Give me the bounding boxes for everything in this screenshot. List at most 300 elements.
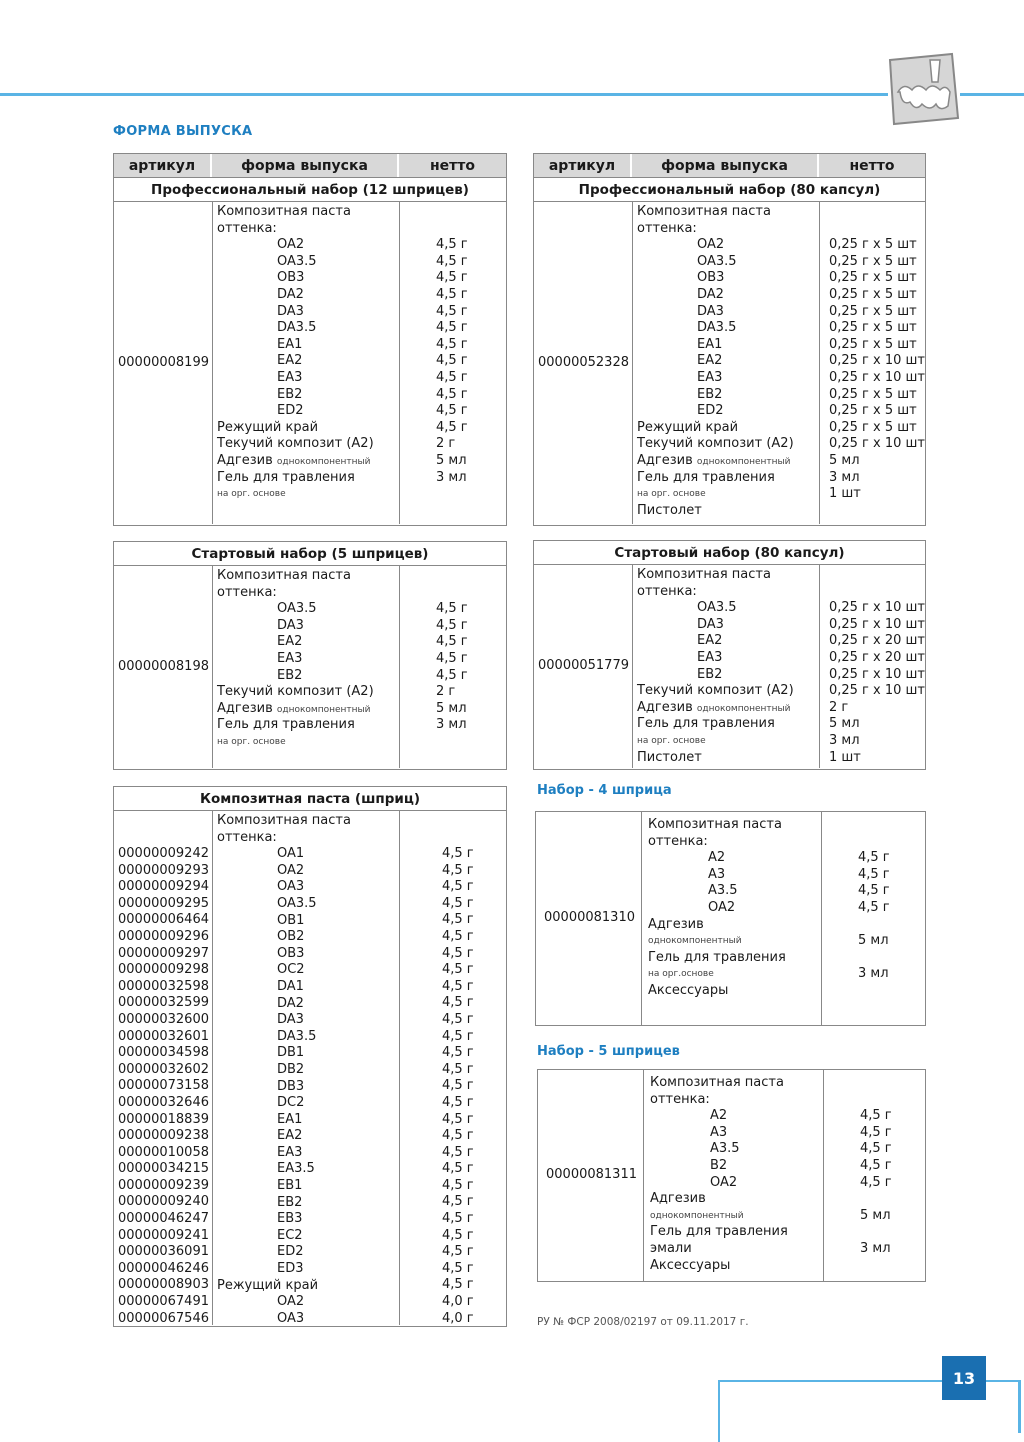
article-value: 00000032602 <box>118 1061 209 1077</box>
adhesive-note: однокомпонентный <box>276 704 371 715</box>
net-value: 0,25 г х 5 шт <box>828 419 917 435</box>
shade-item: EB3 <box>277 1211 303 1227</box>
gel-label: Гель для травления <box>648 949 786 965</box>
header-net: нетто <box>429 157 475 174</box>
flow-label: Текучий композит (А2) <box>217 436 374 452</box>
adhesive-note: однокомпонентный <box>276 456 371 467</box>
shade-item: DB2 <box>277 1061 305 1077</box>
article-value: 00000010058 <box>118 1144 209 1160</box>
shade-item: DA2 <box>277 995 304 1011</box>
adhesive-text: Адгезив <box>637 699 693 715</box>
shade-item: OA3 <box>277 1310 305 1326</box>
shade-item: OB1 <box>277 912 305 928</box>
net-value: 4,5 г <box>436 237 468 253</box>
spacer <box>858 834 925 851</box>
form-cell <box>633 565 820 768</box>
shade-item: OA2 <box>697 237 725 253</box>
net-value: 0,25 г х 5 шт <box>828 403 917 419</box>
form-cell <box>633 202 820 524</box>
net-value: 0,25 г х 10 шт <box>828 436 925 452</box>
net-value: 5 мл <box>828 452 860 468</box>
article-value: 00000009242 <box>118 846 209 861</box>
shades-list <box>217 237 399 420</box>
article-cell: 00000081310 <box>536 812 642 1025</box>
net-list <box>400 811 506 1325</box>
net-cell <box>820 565 925 768</box>
net-cell <box>820 202 925 524</box>
shade-item: EA3.5 <box>277 1161 315 1177</box>
composite-label: Композитная паста <box>217 568 351 583</box>
shades-label: оттенка: <box>650 1091 710 1107</box>
net-value: 0,25 г х 10 шт <box>828 369 925 385</box>
spacer <box>860 1092 925 1109</box>
adhesive-note: однокомпонентный <box>650 1210 744 1221</box>
net-value: 0,25 г х 20 шт <box>828 649 925 665</box>
net-value: 4,5 г <box>436 667 468 683</box>
shade-item: DA2 <box>277 286 304 302</box>
form-cell <box>644 1070 824 1281</box>
shade-item: DC2 <box>277 1095 305 1111</box>
net-value: 4,5 г <box>442 1244 474 1260</box>
net-value: 0,25 г х 5 шт <box>828 253 917 269</box>
net-value: 4,5 г <box>860 1174 892 1190</box>
net-value: 4,5 г <box>442 879 474 895</box>
net-value: 0,25 г х 10 шт <box>828 353 925 369</box>
net-value: 4,5 г <box>858 883 890 899</box>
table-header <box>534 154 925 178</box>
table-kit-4-syringes <box>535 811 926 1026</box>
flow-label: Текучий композит (А2) <box>217 684 374 700</box>
net-value: 4,5 г <box>442 995 474 1011</box>
net-value: 4,5 г <box>436 303 468 319</box>
net-list <box>822 812 925 1025</box>
net-value: 2 г <box>436 436 456 452</box>
shades-list <box>217 601 399 684</box>
net-value: 4,5 г <box>442 1061 474 1077</box>
spacer <box>860 1191 925 1208</box>
net-value: 4,5 г <box>442 945 474 961</box>
shade-item: A3.5 <box>708 883 738 899</box>
shade-item: DA3.5 <box>697 320 737 336</box>
composite-label: Композитная паста <box>650 1075 784 1090</box>
net-value: 0,25 г х 5 шт <box>828 336 917 352</box>
page-number: 13 <box>942 1356 986 1400</box>
adhesive-note: однокомпонентный <box>696 456 791 467</box>
shade-item: OA3 <box>277 879 305 895</box>
net-value: 3 мл <box>858 966 889 982</box>
net-value: 4,5 г <box>442 1011 474 1027</box>
net-value: 4,5 г <box>860 1157 892 1173</box>
net-value: 3 мл <box>828 732 860 748</box>
article-cell: 00000052328 <box>534 202 633 524</box>
incisal-label: Режущий край <box>637 419 739 435</box>
net-value: 4,5 г <box>860 1108 892 1124</box>
net-value: 4,5 г <box>442 1277 474 1293</box>
shades-list <box>648 850 821 916</box>
shade-item: EA2 <box>277 1128 303 1144</box>
article-value: 00000032600 <box>118 1011 209 1027</box>
net-value: 3 мл <box>828 469 860 485</box>
net-value: 4,5 г <box>858 850 890 866</box>
net-value: 3 мл <box>860 1240 891 1256</box>
net-value: 4,5 г <box>442 1144 474 1160</box>
article-cell: 00000008198 <box>114 566 213 768</box>
shade-item: EB2 <box>277 386 303 402</box>
net-value: 1 шт <box>828 486 861 502</box>
net-value: 4,5 г <box>442 962 474 978</box>
shades-label: оттенка: <box>217 584 277 600</box>
net-value: 5 мл <box>436 700 467 716</box>
net-list <box>824 1070 925 1281</box>
article-value: 00000032599 <box>118 995 209 1011</box>
net-cell <box>400 566 506 768</box>
net-value: 4,5 г <box>858 899 890 915</box>
shade-item: ED2 <box>277 403 304 419</box>
shade-item: EA3 <box>277 1144 303 1160</box>
header-article: артикул <box>534 154 632 177</box>
gel-note: на орг. основе <box>217 489 286 500</box>
article-value: 00000046247 <box>118 1211 209 1227</box>
shade-item: EA2 <box>277 634 303 650</box>
header-form: форма выпуска <box>632 154 819 177</box>
article-value: 00000067491 <box>118 1294 209 1310</box>
net-value: 4,5 г <box>436 403 468 419</box>
net-value: 0,25 г х 10 шт <box>828 616 925 632</box>
shades-label: оттенка: <box>637 583 697 599</box>
article-value: 00000009294 <box>118 879 209 895</box>
net-value: 4,5 г <box>442 1194 474 1210</box>
article-value: 00000009298 <box>118 962 209 978</box>
article-value: 00000009297 <box>118 945 209 961</box>
shade-item: B2 <box>710 1157 728 1173</box>
net-value: 4,5 г <box>860 1141 892 1157</box>
article-cell: 00000081311 <box>538 1070 644 1281</box>
article-value: 00000046246 <box>118 1260 209 1276</box>
net-value: 4,5 г <box>442 862 474 878</box>
table-starter-syringes <box>113 541 507 770</box>
top-rule-right <box>960 93 1024 96</box>
article-value: 00000009295 <box>118 895 209 911</box>
net-value: 2 г <box>436 684 456 700</box>
net-value: 4,5 г <box>442 1128 474 1144</box>
composite-label: Композитная паста <box>637 567 771 582</box>
shade-item: DA2 <box>697 286 724 302</box>
shade-item: EA1 <box>277 1111 303 1127</box>
shade-item: OA2 <box>277 862 305 878</box>
net-value: 0,25 г х 10 шт <box>828 600 925 616</box>
net-value: 4,0 г <box>442 1294 474 1310</box>
spacer <box>860 1075 925 1092</box>
incisal-label: Режущий край <box>217 419 319 435</box>
shade-item: DA3 <box>277 1012 304 1028</box>
shade-item: A3 <box>708 866 726 882</box>
net-value: 0,25 г х 10 шт <box>828 666 925 682</box>
shade-item: Режущий край <box>217 1277 319 1293</box>
shades-list <box>650 1108 823 1191</box>
shade-item: ED3 <box>277 1261 304 1277</box>
adhesive-note: однокомпонентный <box>648 936 742 947</box>
gel-note: на орг.основе <box>648 969 714 980</box>
net-value: 4,5 г <box>442 1211 474 1227</box>
shade-item: DA3.5 <box>277 1028 317 1044</box>
spacer <box>860 1224 925 1241</box>
net-value: 4,5 г <box>442 978 474 994</box>
adhesive-label <box>637 700 819 717</box>
gel-note: на орг. основе <box>217 736 286 747</box>
gel-note: на орг. основе <box>637 489 706 500</box>
net-value: 0,25 г х 5 шт <box>828 386 917 402</box>
shade-item: DA3 <box>697 616 724 632</box>
shade-item: EA3 <box>697 369 723 385</box>
shade-item: EA3 <box>697 649 723 665</box>
shade-item: DA3.5 <box>277 320 317 336</box>
composite-label: Композитная паста <box>648 817 782 832</box>
table-professional-capsules <box>533 153 926 526</box>
net-value: 1 шт <box>828 749 861 765</box>
net-value: 4,5 г <box>860 1124 892 1140</box>
shade-item: OA2 <box>708 899 736 915</box>
net-value: 4,5 г <box>442 1111 474 1127</box>
shade-item: OA3.5 <box>697 253 737 269</box>
adhesive-text: Адгезив <box>217 452 273 468</box>
net-value: 0,25 г х 5 шт <box>828 270 917 286</box>
accessories-label: Аксессуары <box>650 1257 731 1273</box>
shade-item: ED2 <box>697 403 724 419</box>
net-value: 4,5 г <box>442 1227 474 1243</box>
net-value: 0,25 г х 5 шт <box>828 237 917 253</box>
adhesive-label: Адгезив <box>648 916 704 932</box>
kit-5-title: Набор - 5 шприцев <box>537 1044 680 1059</box>
net-value: 4,5 г <box>442 1028 474 1044</box>
gel-label: Гель для травления <box>217 717 355 733</box>
table-title: Стартовый набор (80 капсул) <box>534 541 925 565</box>
composite-label: Композитная паста <box>217 813 351 828</box>
shade-item: EB2 <box>277 1194 303 1210</box>
shade-item: OA2 <box>710 1174 738 1190</box>
shade-item: OB3 <box>277 945 305 961</box>
shade-item: A2 <box>710 1108 728 1124</box>
shade-item: OB2 <box>277 929 305 945</box>
pistol-label: Пистолет <box>637 502 702 518</box>
shade-item: OC2 <box>277 962 305 978</box>
shade-item: DB1 <box>277 1045 305 1061</box>
section-title: ФОРМА ВЫПУСКА <box>113 124 253 139</box>
net-value: 4,5 г <box>858 866 890 882</box>
article-value: 00000008903 <box>118 1277 209 1293</box>
article-value: 00000009241 <box>118 1227 209 1243</box>
header-net: нетто <box>849 157 895 174</box>
net-value: 3 мл <box>436 717 467 733</box>
form-cell <box>642 812 822 1025</box>
flow-label: Текучий композит (А2) <box>637 436 794 452</box>
net-list <box>829 237 925 503</box>
composite-label: Композитная паста <box>217 204 351 219</box>
spacer <box>858 950 925 967</box>
net-value: 4,5 г <box>436 253 468 269</box>
shade-item: DA3 <box>697 303 724 319</box>
net-value: 4,5 г <box>436 336 468 352</box>
article-value: 00000018839 <box>118 1111 209 1127</box>
net-value: 4,5 г <box>442 928 474 944</box>
net-value: 3 мл <box>436 469 467 485</box>
article-value: 00000073158 <box>118 1078 209 1094</box>
shade-item: A2 <box>708 850 726 866</box>
net-value: 4,5 г <box>442 1094 474 1110</box>
article-value: 00000009239 <box>118 1177 209 1193</box>
shade-item: A3.5 <box>710 1141 740 1157</box>
net-value: 4,5 г <box>436 634 468 650</box>
net-value: 4,5 г <box>436 320 468 336</box>
form-cell <box>213 202 400 524</box>
shade-item: EA1 <box>697 336 723 352</box>
spacer <box>858 917 925 934</box>
adhesive-text: Адгезив <box>217 700 273 716</box>
net-value: 4,5 г <box>442 1260 474 1276</box>
article-value: 00000032598 <box>118 978 209 994</box>
kit-4-title: Набор - 4 шприца <box>537 783 672 798</box>
net-value: 4,5 г <box>436 270 468 286</box>
net-value: 4,5 г <box>436 286 468 302</box>
flow-label: Текучий композит (А2) <box>637 683 794 699</box>
header-form: форма выпуска <box>212 154 399 177</box>
shade-item: EB2 <box>697 386 723 402</box>
shade-item: ED2 <box>277 1244 304 1260</box>
shade-item: EC2 <box>277 1227 303 1243</box>
net-list <box>436 601 506 734</box>
gel-label: Гель для травления <box>637 469 775 485</box>
page-frame-right <box>1018 1380 1021 1433</box>
net-value: 5 мл <box>858 933 889 949</box>
table-title: Профессиональный набор (80 капсул) <box>534 178 925 202</box>
form-cell <box>213 566 400 768</box>
article-value: 00000032601 <box>118 1028 209 1044</box>
shade-item: OA2 <box>277 237 305 253</box>
table-starter-capsules <box>533 540 926 770</box>
net-list <box>829 600 925 766</box>
net-value: 5 мл <box>828 716 860 732</box>
shade-item: OA3.5 <box>277 895 317 911</box>
table-kit-5-syringes <box>537 1069 926 1282</box>
shades-label: оттенка: <box>217 829 277 845</box>
net-value: 0,25 г х 5 шт <box>828 286 917 302</box>
shade-item: OA3.5 <box>697 600 737 616</box>
header-article: артикул <box>114 154 212 177</box>
article-value: 00000034598 <box>118 1045 209 1061</box>
adhesive-label <box>217 453 399 470</box>
article-value: 00000034215 <box>118 1161 209 1177</box>
article-value: 00000067546 <box>118 1310 209 1326</box>
shades-list <box>217 846 399 1327</box>
shade-item: OA3.5 <box>277 253 317 269</box>
article-value: 00000009293 <box>118 862 209 878</box>
accessories-label: Аксессуары <box>648 982 729 998</box>
pistol-label: Пистолет <box>637 749 702 765</box>
net-value: 0,25 г х 5 шт <box>828 303 917 319</box>
net-value: 4,5 г <box>442 1078 474 1094</box>
shade-item: EA3 <box>277 369 303 385</box>
net-value: 0,25 г х 20 шт <box>828 633 925 649</box>
composite-label: Композитная паста <box>637 204 771 219</box>
net-value: 4,5 г <box>436 650 468 666</box>
table-title: Профессиональный набор (12 шприцев) <box>114 178 506 202</box>
shades-label: оттенка: <box>217 220 277 236</box>
table-title: Стартовый набор (5 шприцев) <box>114 542 506 566</box>
net-value: 4,5 г <box>436 601 468 617</box>
net-value: 4,0 г <box>442 1310 474 1326</box>
shade-item: A3 <box>710 1124 728 1140</box>
gel-note: на орг. основе <box>637 735 706 746</box>
registration-note: РУ № ФСР 2008/02197 от 09.11.2017 г. <box>537 1316 749 1328</box>
net-value: 4,5 г <box>436 617 468 633</box>
article-column <box>114 811 213 1325</box>
net-value: 4,5 г <box>436 419 468 435</box>
net-value: 4,5 г <box>442 846 474 861</box>
shade-item: EA2 <box>697 353 723 369</box>
shades-list <box>637 600 819 683</box>
net-value: 4,5 г <box>442 1161 474 1177</box>
adhesive-label: Адгезив <box>650 1191 706 1207</box>
net-value: 2 г <box>828 699 849 715</box>
adhesive-note: однокомпонентный <box>696 703 791 714</box>
shade-item: EB1 <box>277 1178 303 1194</box>
article-cell: 00000008199 <box>114 202 213 524</box>
net-value: 4,5 г <box>436 353 468 369</box>
net-value: 4,5 г <box>436 386 468 402</box>
net-value: 4,5 г <box>436 369 468 385</box>
article-value: 00000036091 <box>118 1244 209 1260</box>
article-cell: 00000051779 <box>534 565 633 768</box>
shade-item: OA1 <box>277 846 305 862</box>
shade-item: EA2 <box>277 353 303 369</box>
shades-label: оттенка: <box>648 833 708 849</box>
shade-item: EB2 <box>277 667 303 683</box>
shade-item: OA3.5 <box>277 601 317 617</box>
table-composite-syringe <box>113 786 507 1327</box>
article-value: 00000009240 <box>118 1194 209 1210</box>
net-value: 4,5 г <box>442 895 474 911</box>
shades-label: оттенка: <box>637 220 697 236</box>
shade-item: OB3 <box>697 270 725 286</box>
net-value: 4,5 г <box>442 912 474 928</box>
tooth-logo-icon <box>886 52 964 126</box>
article-value: 00000009296 <box>118 928 209 944</box>
net-list <box>436 237 506 486</box>
shade-item: DB3 <box>277 1078 305 1094</box>
shade-item: EA1 <box>277 336 303 352</box>
shade-item: EA3 <box>277 650 303 666</box>
shade-item: OA2 <box>277 1294 305 1310</box>
shade-item: DA1 <box>277 978 304 994</box>
form-cell <box>213 811 400 1325</box>
shade-item: EA2 <box>697 633 723 649</box>
gel-label: Гель для травления <box>650 1224 788 1240</box>
top-rule <box>0 93 888 96</box>
article-value: 00000032646 <box>118 1094 209 1110</box>
shade-item: DA3 <box>277 303 304 319</box>
net-value: 0,25 г х 10 шт <box>828 683 925 699</box>
spacer <box>858 817 925 834</box>
net-value: 0,25 г х 5 шт <box>828 320 917 336</box>
shade-item: DA3 <box>277 617 304 633</box>
gel-label: Гель для травления <box>637 716 775 732</box>
table-title: Композитная паста (шприц) <box>114 787 506 811</box>
shade-item: OB3 <box>277 270 305 286</box>
adhesive-label <box>637 453 819 470</box>
enamel-label: эмали <box>650 1240 692 1256</box>
net-value: 5 мл <box>436 452 467 468</box>
adhesive-text: Адгезив <box>637 452 693 468</box>
table-professional-syringes <box>113 153 507 526</box>
